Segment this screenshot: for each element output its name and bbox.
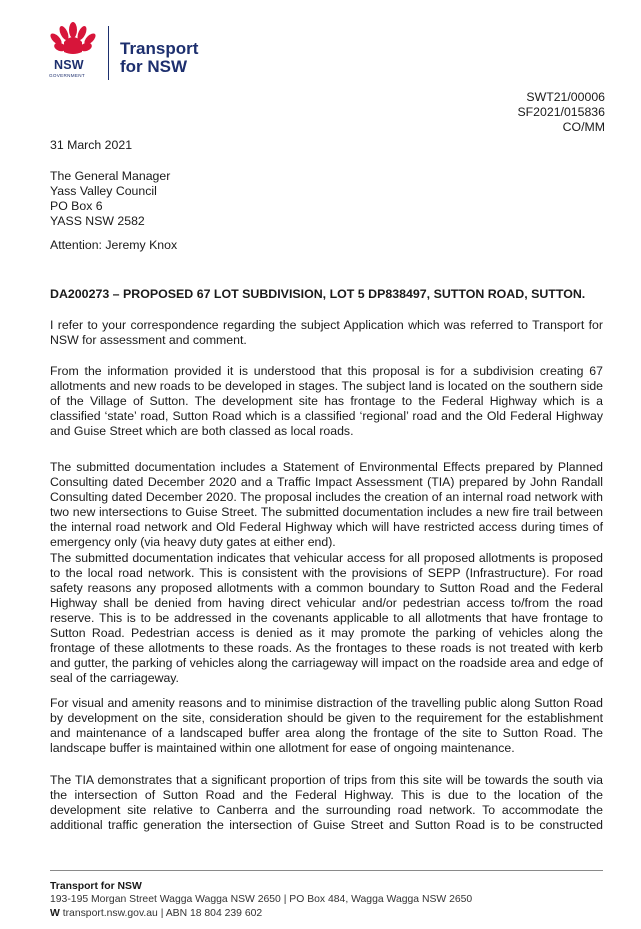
reference-line: CO/MM xyxy=(562,120,605,134)
paragraph: For visual and amenity reasons and to minimise distraction of the travelling public along Sutton Road by development on the site, consideration should be given to the requirement for the establishment and maintenance of a landscaped buffer area along the frontage of the site to Sutton Road. The landscape buffer is maintained within one allotment for ease of ongoing maintenance. xyxy=(50,696,603,755)
letter-date: 31 March 2021 xyxy=(50,138,133,152)
paragraph: The TIA demonstrates that a significant proportion of trips from this site will be towards the south via the intersection of Sutton Road and the Federal Highway. This is due to the location of the development site relative to Canberra and the surrounding road network. To accommodate the additional traffic generation the intersection of Guise Street and Sutton Road is to be constructed xyxy=(50,773,603,832)
paragraph: The submitted documentation indicates that vehicular access for all proposed allotments is proposed to the local road network. This is consistent with the provisions of SEPP (Infrastructure). For road safety reasons any proposed allotments with a common boundary to Sutton Road and the Federal Highway shall be denied from having direct vehicular and/or pedestrian access to/from the road reserve. This is to be addressed in the covenants applicable to all allotments that have frontage to Sutton Road. Pedestrian access is denied as it may promote the parking of vehicles along the frontage of these allotments to these roads. As the frontages to these roads is not treated with kerb and gutter, the parking of vehicles along the carriageway will impact on the roadside area and edge of seal of the carriageway. xyxy=(50,551,603,685)
logo-nsw-text: NSW xyxy=(54,58,84,72)
paragraph: I refer to your correspondence regarding the subject Application which was referred to Transport for NSW for assessment and comment. xyxy=(50,318,603,347)
transport-for-nsw-logo xyxy=(46,20,226,84)
logo-title-line2: for NSW xyxy=(120,57,188,76)
logo-government-text: GOVERNMENT xyxy=(49,73,85,78)
footer-web-line xyxy=(50,907,472,920)
footer-divider xyxy=(50,870,603,871)
address-line: Yass Valley Council xyxy=(50,184,157,198)
footer-web: transport.nsw.gov.au | ABN 18 804 239 602 xyxy=(62,907,263,919)
address-line: PO Box 6 xyxy=(50,199,103,213)
logo-title-line1: Transport xyxy=(120,39,199,58)
reference-line: SWT21/00006 xyxy=(526,90,605,104)
attention-line: Attention: Jeremy Knox xyxy=(50,238,178,252)
address-line: YASS NSW 2582 xyxy=(50,214,145,228)
logo-divider xyxy=(108,26,109,80)
address-line: The General Manager xyxy=(50,169,171,183)
subject-heading: DA200273 – PROPOSED 67 LOT SUBDIVISION, LOT 5 DP838497, SUTTON ROAD, SUTTON. xyxy=(50,287,586,301)
paragraph: The submitted documentation includes a Statement of Environmental Effects prepared by Planned Consulting dated December 2020 and a Traffic Impact Assessment (TIA) prepared by John Randall Consulting dated December 2020. The proposal includes the creation of an internal road network with two new intersections to Guise Street. The submitted documentation includes a new fire trail between the internal road network and Old Federal Highway which will have restricted access during times of emergency only (via heavy duty gates at either end). xyxy=(50,460,603,549)
footer-web-prefix: W xyxy=(50,907,60,919)
recipient-address xyxy=(50,169,603,229)
footer-org: Transport for NSW xyxy=(50,881,142,892)
paragraph: From the information provided it is understood that this proposal is for a subdivision creating 67 allotments and new roads to be developed in stages. The subject land is located on the southern side of the Village of Sutton. The development site has frontage to the Federal Highway which is a classified ‘state’ road, Sutton Road which is a classified ‘regional’ road and the Old Federal Highway and Guise Street which are both classed as local roads. xyxy=(50,364,603,438)
footer xyxy=(50,880,472,920)
footer-address: 193-195 Morgan Street Wagga Wagga NSW 2650 | PO Box 484, Wagga Wagga NSW 2650 xyxy=(50,894,473,906)
logo-title xyxy=(120,40,198,76)
reference-numbers xyxy=(517,90,605,135)
reference-line: SF2021/015836 xyxy=(517,105,605,119)
